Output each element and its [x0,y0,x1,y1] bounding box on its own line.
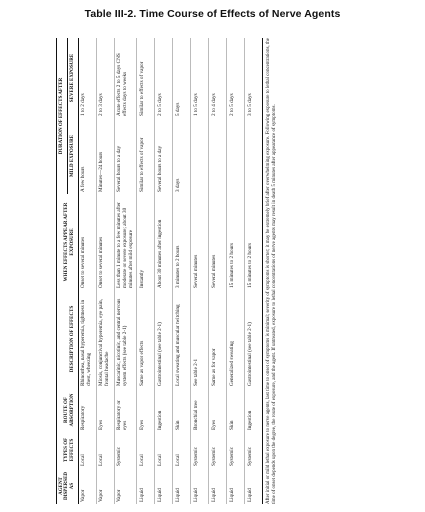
header-duration-group: DURATION OF EFFECTS AFTER [57,38,68,194]
table-cell: Local [155,432,173,468]
header-types-of-effects: TYPES OF EFFECTS [57,432,79,468]
table-cell: Gastrointestinal (see table 2-1) [245,290,263,388]
table-cell: Several minutes [191,194,209,290]
table-cell: 2 to 4 days [209,38,227,118]
header-when-effects-appear: WHEN EFFECTS APPEAR AFTER EXPOSURE [57,194,79,290]
table-cell: Liquid [173,468,191,504]
table-cell: 1 to 2 days [78,38,96,118]
table-row [78,38,96,504]
table-cell: Similar to effects of vapor [137,38,155,118]
table-cell: Ingestion [155,388,173,432]
table-cell: Systemic [227,432,245,468]
table-cell: Same as for vapor [209,290,227,388]
table-cell: Eyes [209,388,227,432]
table-row [137,38,155,504]
table-cell: 3 to 5 days [245,38,263,118]
table-cell: Broncbial tree [191,388,209,432]
table-row [155,38,173,504]
table-cell: Several hours to a day [155,118,173,194]
table-cell [209,118,227,194]
table-cell: About 30 minutes after ingestion [155,194,173,290]
table-row [191,38,209,504]
table-cell: Less than 1 minute to a few minutes after moderate or severe exposure; about 30 minutes after mild exposure [114,194,136,290]
table-cell: Liquid [137,468,155,504]
table-cell [191,118,209,194]
table-cell: Liquid [191,468,209,504]
table-cell [227,118,245,194]
table-cell: 1 to 5 days [191,38,209,118]
table-cell: Onset to several minutes [96,194,114,290]
table-body [78,38,262,504]
header-agent-dispersed: AGENT DISPERSED AS [57,468,79,504]
table-row [96,38,114,504]
table-row [245,38,263,504]
table-cell: Liquid [155,468,173,504]
header-mild-exposure: MILD EXPOSURE [67,118,78,194]
table-cell: Local [137,432,155,468]
table-cell: Vapor [96,468,114,504]
table-cell: 15 minutes to 2 hours [227,194,245,290]
table-cell: Acute effects 2 to 5 days CNS effects days to weeks [114,38,136,118]
table-cell: Liquid [209,468,227,504]
table-cell: 3 minutes to 2 hours [173,194,191,290]
table-cell: Eyes [96,388,114,432]
table-row [173,38,191,504]
table-cell: Liquid [227,468,245,504]
table-cell: Similar to effects of vapor [137,118,155,194]
table-row [114,38,136,504]
table-cell: 3 days [173,118,191,194]
table-cell: Instantly [137,194,155,290]
table-cell: Ingestion [245,388,263,432]
table-cell: Rhinorrhea, nasal hyperemia, tightness in chest, wheezing [78,290,96,388]
table-cell: Systemic [114,432,136,468]
table-cell: Several minutes [209,194,227,290]
table-cell: Miosis, conjunctival hyperemia, eye pain, frontal headache [96,290,114,388]
table-cell: Respiratory [78,388,96,432]
table-cell [245,118,263,194]
table-cell: Systemic [209,432,227,468]
table-title: Table III-2. Time Course of Effects of Nerve Agents [84,8,341,20]
table-cell: Vapor [114,468,136,504]
table-cell: See table 2-1 [191,290,209,388]
table-cell: Several hours to a day [114,118,136,194]
table-cell: Local [173,432,191,468]
table-cell: 2 to 3 days [96,38,114,118]
table-cell: Vapor [78,468,96,504]
table-cell: A few hours [78,118,96,194]
table-cell: 2 to 5 days [227,38,245,118]
rotated-table-page [56,38,416,504]
header-description-of-effects: DESCRIPTION OF EFFECTS [57,290,79,388]
table-footnote: After initial or mild lethal exposure to nerve agents, last time to onset of symptoms is minimal; severity of symptoms is shorter; it may be extremely brief after overwhelming exposure. Following exposure to lethal concentrations, the time of onset depends upon the degree, the route of exposure, and the agent. If untreated, exposure to lethal concentrations of nerve agents may result in death 5 minutes after appearance of symptoms. [266,37,278,504]
nerve-agent-table [56,38,263,504]
header-route-of-absorption: ROUTE OF ABSORPTION [57,388,79,432]
table-cell: 15 minutes to 2 hours [245,194,263,290]
table-cell: Generalized sweating [227,290,245,388]
table-cell: Gastrointestinal (see table 2-1) [155,290,173,388]
table-cell: Local [96,432,114,468]
table-cell: Systemic [191,432,209,468]
table-cell: Skin [227,388,245,432]
table-row [209,38,227,504]
header-severe-exposure: SEVERE EXPOSURE [67,38,78,118]
table-row [227,38,245,504]
table-cell: Local [78,432,96,468]
table-cell: Liquid [245,468,263,504]
table-cell: Skin [173,388,191,432]
table-cell: Same as vapor effects [137,290,155,388]
table-cell: Minutes—24 hours [96,118,114,194]
table-cell: Eyes [137,388,155,432]
table-cell: Systemic [245,432,263,468]
table-cell: 2 to 5 days [155,38,173,118]
table-cell: Onset to several minutes [78,194,96,290]
table-cell: Respiratory or eyes [114,388,136,432]
table-cell: Muscarinic, nicotinic, and central nervous system effects (see table 2-1) [114,290,136,388]
table-cell: 5 days [173,38,191,118]
table-cell: Local sweating and muscular twitching [173,290,191,388]
